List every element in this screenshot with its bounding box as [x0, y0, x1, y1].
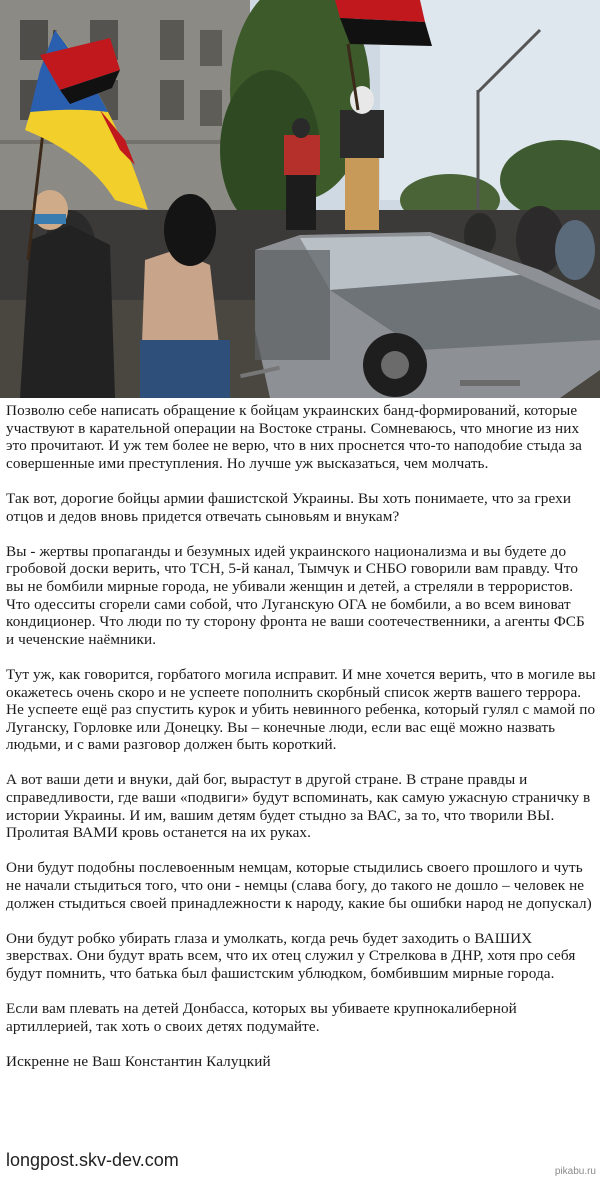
person-on-car: [345, 150, 379, 230]
paragraph: Тут уж, как говорится, горбатого могила исправит. И мне хочется верить, что в могиле вы окажетесь очень скоро и не успеете пополнить скорбный список жертв вашего террора. Не успеете ещё раз спустить курок и убить невинного ребенка, который гулял с мамой по Луганску, Горловке или Донецку. Вы – конечные люди, если вас ещё можно назвать людьми, и с вами разговор должен быть короткий.: [6, 665, 596, 754]
protest-photo-illustration: [0, 0, 600, 398]
article-body: [6, 402, 596, 1071]
paragraph: Вы - жертвы пропаганды и безумных идей украинского национализма и вы будете до гробовой доски верить, что ТСН, 5-й канал, Тымчук и СНБО говорили вам правду. Что вы не бомбили мирные города, не убивали женщин и детей, а стреляли в террористов. Что одесситы сгорели сами собой, что Луганскую ОГА не бомбили, а во всем виноват кондиционер. Что люди по ту сторону фронта не ваши соотечественники, а агенты ФСБ и чеченские наёмники.: [6, 542, 585, 648]
man-hoodie: [20, 225, 115, 398]
paragraph: Они будут робко убирать глаза и умолкать, когда речь будет заходить о ВАШИХ зверствах. Они будут врать всем, что их отец служил у Стрелкова в ДНР, хотя про себя будут помнить, что батька был фашистским ублюдком, бомбившим мирные города.: [6, 929, 576, 982]
signature: Искренне не Ваш Константин Калуцкий: [6, 1052, 271, 1070]
paragraph: А вот ваши дети и внуки, дай бог, вырастут в другой стране. В стране правды и справедливости, где ваши «подвиги» будут вспоминать, как самую ужасную страничку в истории Украины. И им, вашим детям будет стыдно за ВАС, за то, что творили ВЫ. Пролитая ВАМИ кровь останется на их руках.: [6, 771, 591, 842]
source-link[interactable]: longpost.skv-dev.com: [6, 1150, 179, 1170]
watermark: pikabu.ru: [554, 1166, 596, 1177]
paragraph: Позволю себе написать обращение к бойцам украинских банд-формирований, которые участвуют в карательной операции на Востоке страны. Сомневаюсь, что многие из них это прочитают. И уж тем более не верю, что в них проснется что-то наподобие стыда за совершенные ими преступления. Но лучше уж высказаться, чем молчать.: [6, 402, 582, 472]
paragraph: Они будут подобны послевоенным немцам, которые стыдились своего прошлого и чуть не начали стыдиться того, что они - немцы (слава богу, до такого не дошло – человек не должен стыдиться своей принадлежности к народу, какие бы ошибки народ не допускал): [6, 859, 592, 912]
paragraph: Если вам плевать на детей Донбасса, которых вы убиваете крупнокалиберной артиллерией, так хоть о своих детях подумайте.: [6, 1000, 517, 1035]
paragraph: Так вот, дорогие бойцы армии фашистской Украины. Вы хоть понимаете, что за грехи отцов и дедов вновь придется отвечать сыновьям и внукам?: [6, 489, 572, 525]
protest-photo: [0, 0, 600, 398]
